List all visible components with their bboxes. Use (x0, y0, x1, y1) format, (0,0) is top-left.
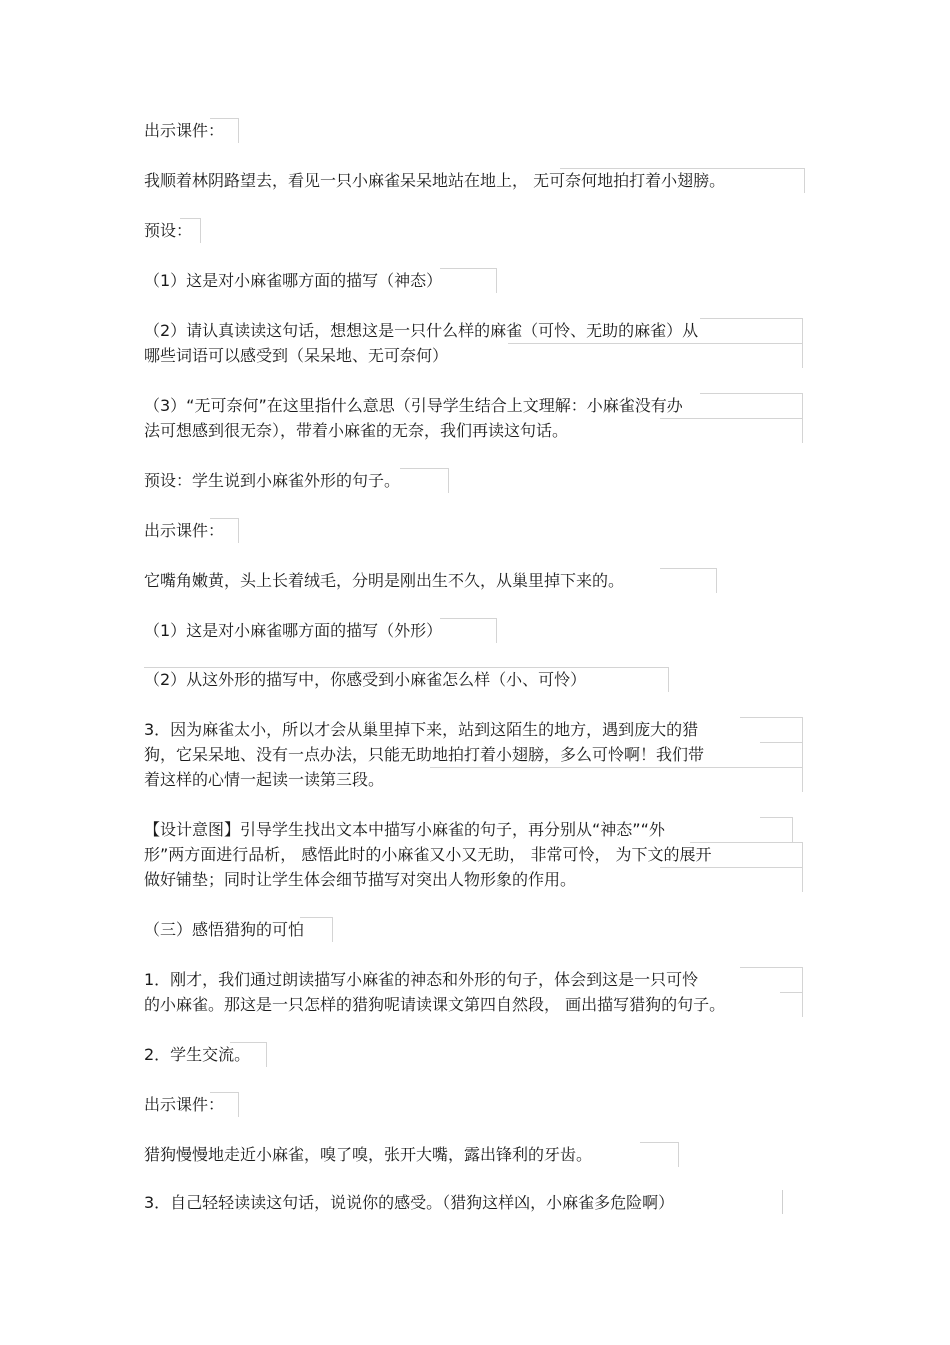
paragraph-show-courseware-3 (144, 1092, 806, 1117)
text-span: 法可想感到很无奈），带着小麻雀的无奈，我们再读这句话。 (144, 421, 569, 440)
text-line (144, 393, 806, 418)
text-span: 【设计意图】引导学生找出文本中描写小麻雀的句子，再分别从“神态”“外 (144, 820, 665, 839)
paragraph-step-hound-1 (144, 967, 806, 1017)
text-span: （三）感悟猎狗的可怕 (144, 920, 305, 939)
text-line (144, 867, 806, 892)
text-line (144, 1092, 806, 1117)
text-line (144, 343, 806, 368)
text-line (144, 717, 806, 742)
paragraph-show-courseware-1 (144, 118, 806, 143)
paragraph-step-3 (144, 717, 806, 792)
text-span: 我顺着林阴路望去，看见一只小麻雀呆呆地站在地上， 无可奈何地拍打着小翅膀。 (144, 171, 726, 190)
text-line (144, 618, 806, 643)
text-span: 形”两方面进行品析， 感悟此时的小麻雀又小又无助， 非常可怜， 为下文的展开 (144, 845, 712, 864)
text-line (144, 318, 806, 343)
text-span: 出示课件： (144, 521, 225, 540)
text-line (144, 518, 806, 543)
paragraph-step-hound-3 (144, 1190, 806, 1215)
text-line (144, 817, 806, 842)
paragraph-question-appearance-2 (144, 667, 806, 692)
text-line (144, 667, 806, 692)
text-line (144, 992, 806, 1017)
text-span: 2．学生交流。 (144, 1045, 251, 1064)
text-line (144, 842, 806, 867)
section-heading-hound (144, 917, 806, 942)
text-span: 哪些词语可以感受到（呆呆地、无可奈何） (144, 346, 449, 365)
text-line (144, 168, 806, 193)
text-span: 1．刚才，我们通过朗读描写小麻雀的神态和外形的句子，体会到这是一只可怜 (144, 970, 699, 989)
text-span: （1）这是对小麻雀哪方面的描写（神态） (144, 271, 443, 290)
text-line (144, 418, 806, 443)
text-line (144, 268, 806, 293)
paragraph-step-hound-2 (144, 1042, 806, 1067)
paragraph-sparrow-sentence (144, 168, 806, 193)
paragraph-question-2 (144, 318, 806, 368)
text-line (144, 468, 806, 493)
text-line (144, 1142, 806, 1167)
text-span: 3．自己轻轻读读这句话，说说你的感受。（猎狗这样凶，小麻雀多危险啊） (144, 1193, 675, 1212)
text-line (144, 218, 806, 243)
paragraph-design-intent (144, 817, 806, 892)
text-line (144, 767, 806, 792)
text-line (144, 1042, 806, 1067)
text-span: 做好铺垫；同时让学生体会细节描写对突出人物形象的作用。 (144, 870, 577, 889)
text-span: 猎狗慢慢地走近小麻雀，嗅了嗅，张开大嘴，露出锋利的牙齿。 (144, 1145, 593, 1164)
text-line (144, 1190, 806, 1215)
paragraph-hound-sentence (144, 1142, 806, 1167)
text-span: 出示课件： (144, 121, 225, 140)
text-span: 预设：学生说到小麻雀外形的句子。 (144, 471, 401, 490)
text-span: 着这样的心情一起读一读第三段。 (144, 770, 385, 789)
text-span: 出示课件： (144, 1095, 225, 1114)
text-span: （2）从这外形的描写中，你感受到小麻雀怎么样（小、可怜） (144, 670, 587, 689)
text-line (144, 967, 806, 992)
paragraph-preset-2 (144, 468, 806, 493)
text-span: 它嘴角嫩黄，头上长着绒毛，分明是刚出生不久，从巢里掉下来的。 (144, 571, 625, 590)
text-span: 狗，它呆呆地、没有一点办法，只能无助地拍打着小翅膀，多么可怜啊！我们带 (144, 745, 705, 764)
text-span: （1）这是对小麻雀哪方面的描写（外形） (144, 621, 443, 640)
text-span: 预设： (144, 221, 193, 240)
text-line (144, 917, 806, 942)
paragraph-show-courseware-2 (144, 518, 806, 543)
paragraph-question-appearance-1 (144, 618, 806, 643)
text-span: （3）“无可奈何”在这里指什么意思（引导学生结合上文理解：小麻雀没有办 (144, 396, 683, 415)
text-line (144, 742, 806, 767)
paragraph-appearance-sentence (144, 568, 806, 593)
paragraph-question-1 (144, 268, 806, 293)
text-span: 的小麻雀。那这是一只怎样的猎狗呢请读课文第四自然段， 画出描写猎狗的句子。 (144, 995, 726, 1014)
paragraph-question-3 (144, 393, 806, 443)
paragraph-preset-1 (144, 218, 806, 243)
text-line (144, 118, 806, 143)
text-line (144, 568, 806, 593)
text-span: （2）请认真读读这句话，想想这是一只什么样的麻雀（可怜、无助的麻雀）从 (144, 321, 699, 340)
text-span: 3．因为麻雀太小，所以才会从巢里掉下来，站到这陌生的地方，遇到庞大的猎 (144, 720, 699, 739)
